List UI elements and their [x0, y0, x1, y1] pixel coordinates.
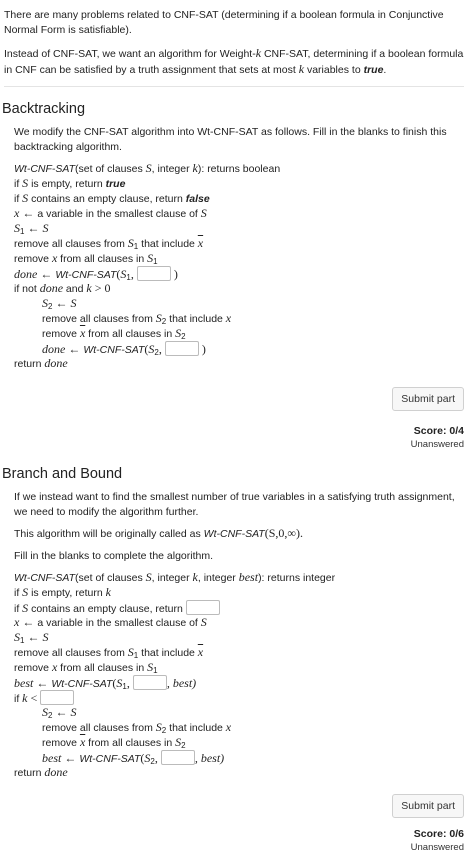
algo-line: remove x from all clauses in $S_1$	[14, 660, 158, 675]
algo-line: $S_2$ ← S	[42, 705, 77, 720]
algo-signature: Wt-CNF-SAT(set of clauses S, integer k): returns boolean	[14, 161, 281, 175]
blank-input-5[interactable]	[40, 690, 74, 705]
divider	[4, 86, 464, 87]
algo-signature: Wt-CNF-SAT(set of clauses S, integer k, integer best): returns integer	[14, 570, 336, 584]
submit-part-button[interactable]: Submit part	[392, 387, 464, 411]
blank-input-6[interactable]	[161, 750, 195, 765]
algo-line: if S contains an empty clause, return	[14, 600, 462, 615]
algo-line: done ← $Wt-CNF-SAT(S_1$, )	[14, 267, 178, 282]
algo-line: remove x from all clauses in $S_1$	[14, 251, 158, 266]
backtracking-algorithm	[14, 161, 462, 371]
status-label: Unanswered	[410, 439, 464, 450]
algo-line: remove all clauses from $S_1$ that include $\overline{x}$	[14, 645, 204, 660]
algo-line: remove all clauses from $S_2$ that include x	[42, 720, 232, 735]
backtracking-description: We modify the CNF-SAT algorithm into Wt-CNF-SAT as follows. Fill in the blanks to finish this backtracking algorithm.	[14, 126, 447, 153]
algo-line: if S is empty, return k	[14, 585, 111, 599]
algo-line: remove all clauses from $S_2$ that include x	[42, 311, 232, 326]
algo-line: x ← a variable in the smallest clause of S	[14, 615, 207, 629]
branch-description: If we instead want to find the smallest number of true variables in a satisfying truth assignment, we need to modify the algorithm further.	[14, 491, 455, 518]
status-label: Unanswered	[410, 842, 464, 853]
branch-heading: Branch and Bound	[2, 466, 123, 482]
branch-algorithm	[14, 570, 462, 780]
backtracking-heading: Backtracking	[2, 101, 86, 117]
algo-line: if S is empty, return true	[14, 176, 126, 190]
algo-line: remove all clauses from $S_1$ that include $\overline{x}$	[14, 236, 204, 251]
blank-input-1[interactable]	[137, 266, 171, 281]
blank-input-4[interactable]	[133, 675, 167, 690]
algo-line: if k <	[14, 690, 462, 705]
algo-line: $S_2$ ← S	[42, 296, 77, 311]
intro-paragraph-2: Instead of CNF-SAT, we want an algorithm for Weight-k CNF-SAT, determining if a boolean formula in CNF can be satisfied by a truth assignment that sets at most k variables to true.	[4, 46, 464, 76]
algo-line: return done	[14, 356, 68, 370]
algo-line: $S_1$ ← S	[14, 630, 49, 645]
algo-line: x ← a variable in the smallest clause of S	[14, 206, 207, 220]
algo-line: best ← $Wt-CNF-SAT(S_1$, , best)	[14, 676, 197, 691]
problem-intro	[0, 0, 474, 78]
algo-line: remove $\overline{x}$ from all clauses in $S_2$	[42, 735, 186, 750]
score-label: Score: 0/4	[413, 425, 464, 437]
blank-input-2[interactable]	[165, 341, 199, 356]
intro-paragraph-1: There are many problems related to CNF-SAT (determining if a boolean formula in Conjunctive Normal Form is satisfiable).	[4, 9, 444, 36]
submit-part-button[interactable]: Submit part	[392, 794, 464, 818]
score-label: Score: 0/6	[413, 828, 464, 840]
branch-fill-instruction: Fill in the blanks to complete the algorithm.	[14, 549, 214, 562]
algo-line: return done	[14, 765, 68, 779]
algo-line: remove $\overline{x}$ from all clauses in $S_2$	[42, 326, 186, 341]
branch-and-bound-part	[0, 466, 474, 853]
branch-original-call: This algorithm will be originally called as Wt-CNF-SAT(S,0,∞).	[14, 526, 303, 540]
algo-line: $S_1$ ← S	[14, 221, 49, 236]
backtracking-part	[0, 101, 474, 450]
algo-line: best ← $Wt-CNF-SAT(S_2$, , best)	[42, 751, 225, 766]
blank-input-3[interactable]	[186, 600, 220, 615]
algo-line: done ← $Wt-CNF-SAT(S_2$, )	[42, 342, 206, 357]
algo-line: if S contains an empty clause, return false	[14, 191, 210, 205]
algo-line: if not done and k > 0	[14, 281, 111, 295]
